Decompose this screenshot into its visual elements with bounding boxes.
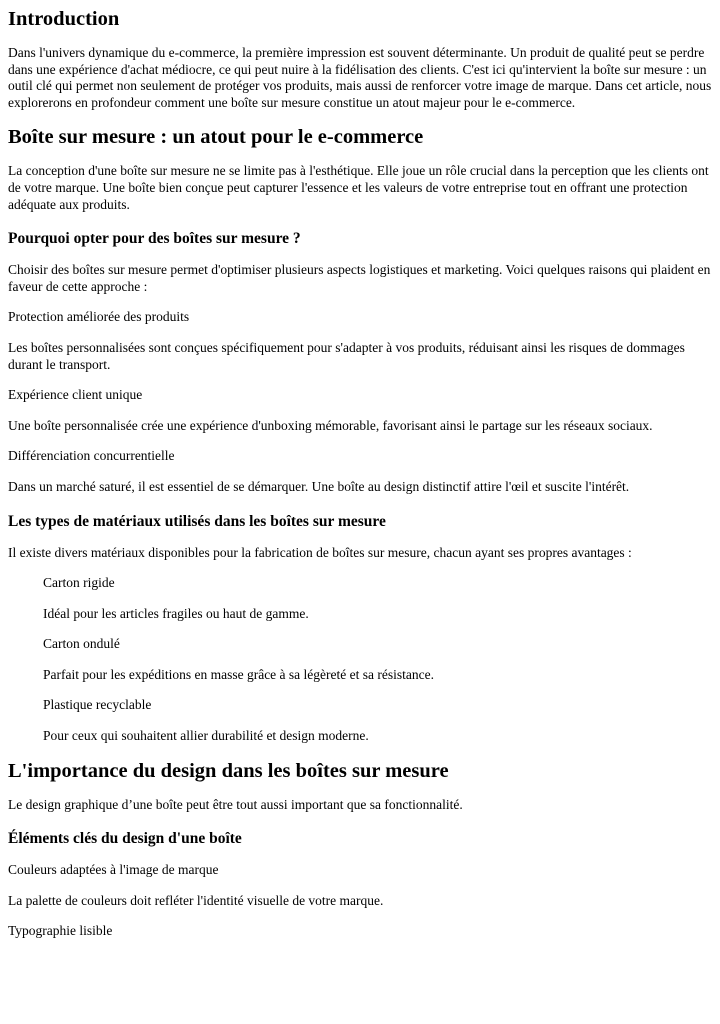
design-element-term: Typographie lisible (8, 923, 113, 939)
material-term: Carton ondulé (43, 636, 120, 652)
reason-term: Protection améliorée des produits (8, 309, 190, 325)
section2-paragraph: Le design graphique d’une boîte peut être tout aussi important que sa fonctionnalité. (8, 796, 463, 812)
article (0, 7, 720, 940)
section1-sub2-intro: Il existe divers matériaux disponibles pour la fabrication de boîtes sur mesure, chacun ayant ses propres avantages : (8, 544, 632, 560)
reason-description: Les boîtes personnalisées sont conçues spécifiquement pour s'adapter à vos produits, réduisant ainsi les risques de dommages durant le transport. (8, 339, 685, 372)
intro-title: Introduction (8, 8, 120, 30)
design-element-term: Couleurs adaptées à l'image de marque (8, 862, 219, 878)
reason-description: Dans un marché saturé, il est essentiel de se démarquer. Une boîte au design distinctif attire l'œil et suscite l'intérêt. (8, 478, 630, 494)
design-element-description: La palette de couleurs doit refléter l'identité visuelle de votre marque. (8, 892, 384, 908)
reason-description: Une boîte personnalisée crée une expérience d'unboxing mémorable, favorisant ainsi le partage sur les réseaux sociaux. (8, 417, 653, 433)
section1-sub1-intro: Choisir des boîtes sur mesure permet d'optimiser plusieurs aspects logistiques et marketing. Voici quelques raisons qui plaident en faveur de cette approche : (8, 262, 711, 294)
material-term: Carton rigide (43, 575, 115, 591)
reason-term: Expérience client unique (8, 387, 143, 403)
materials-list (8, 575, 712, 745)
section2-title: L'importance du design dans les boîtes sur mesure (8, 759, 449, 782)
section2-sub1-title: Éléments clés du design d'une boîte (8, 830, 242, 848)
intro-paragraph: Dans l'univers dynamique du e-commerce, la première impression est souvent déterminante. Un produit de qualité peut se perdre dans une expérience d'achat médiocre, ce qui peut nuire à la fidélisation des clients. C'est ici qu'intervient la boîte sur mesure : un outil clé qui permet non seulement de protéger vos produits, mais aussi de renforcer votre image de marque. Dans cet article, nous explorerons en profondeur comment une boîte sur mesure constitue un atout majeur pour le e-commerce. (8, 45, 712, 110)
section1-paragraph: La conception d'une boîte sur mesure ne se limite pas à l'esthétique. Elle joue un rôle crucial dans la perception que les clients ont de votre marque. Une boîte bien conçue peut capturer l'essence et les valeurs de votre entreprise tout en offrant une protection adéquate aux produits. (8, 163, 709, 212)
material-description: Idéal pour les articles fragiles ou haut de gamme. (43, 605, 309, 621)
section1-title: Boîte sur mesure : un atout pour le e-commerce (8, 126, 424, 149)
material-description: Parfait pour les expéditions en masse grâce à sa légèreté et sa résistance. (43, 666, 434, 682)
material-description: Pour ceux qui souhaitent allier durabilité et design moderne. (43, 728, 369, 744)
section1-sub2-title: Les types de matériaux utilisés dans les boîtes sur mesure (8, 512, 386, 530)
material-term: Plastique recyclable (43, 697, 152, 713)
section1-sub1-title: Pourquoi opter pour des boîtes sur mesure ? (8, 230, 301, 248)
reason-term: Différenciation concurrentielle (8, 448, 175, 464)
